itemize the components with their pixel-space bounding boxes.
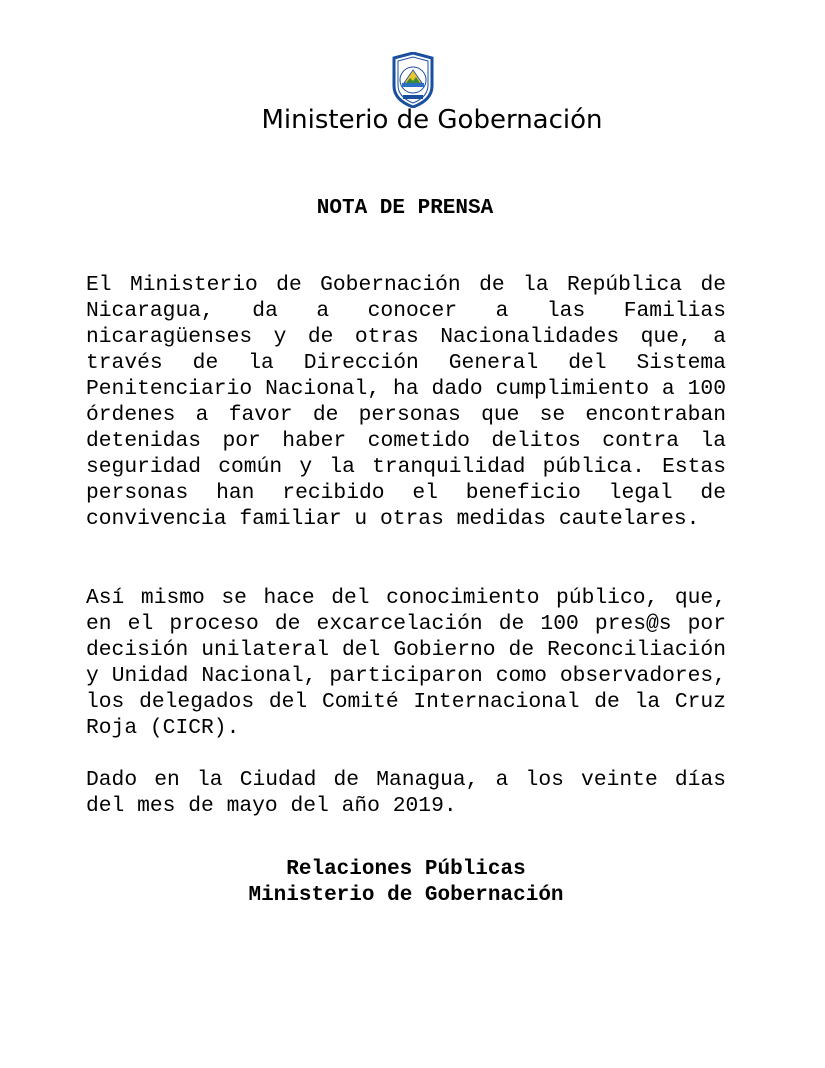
- signature-block: [0, 857, 812, 909]
- paragraph-3: Dado en la Ciudad de Managua, a los veinte días del mes de mayo del año 2019.: [86, 768, 726, 818]
- ministry-name-heading: Ministerio de Gobernación: [261, 105, 603, 135]
- document-title: NOTA DE PRENSA: [316, 197, 494, 220]
- paragraph-2: Así mismo se hace del conocimiento público, que, en el proceso de excarcelación de 100 pres@s por decisión unilateral del Gobierno de Reconciliación y Unidad Nacional, participaron como observadores, los delegados del Comité Internacional de la Cruz Roja (CICR).: [86, 586, 726, 740]
- signature-department: Relaciones Públicas: [286, 858, 526, 881]
- signature-ministry: Ministerio de Gobernación: [248, 884, 564, 907]
- paragraph-1: El Ministerio de Gobernación de la República de Nicaragua, da a conocer a las Familias nicaragüenses y de otras Nacionalidades que, a través de la Dirección General del Sistema Penitenciario Nacional, ha dado cumplimiento a 100 órdenes a favor de personas que se encontraban detenidas por haber cometido delitos contra la seguridad común y la tranquilidad pública. Estas personas han recibido el beneficio legal de convivencia familiar u otras medidas cautelares.: [86, 273, 726, 531]
- ministry-shield-logo-icon: [390, 52, 436, 108]
